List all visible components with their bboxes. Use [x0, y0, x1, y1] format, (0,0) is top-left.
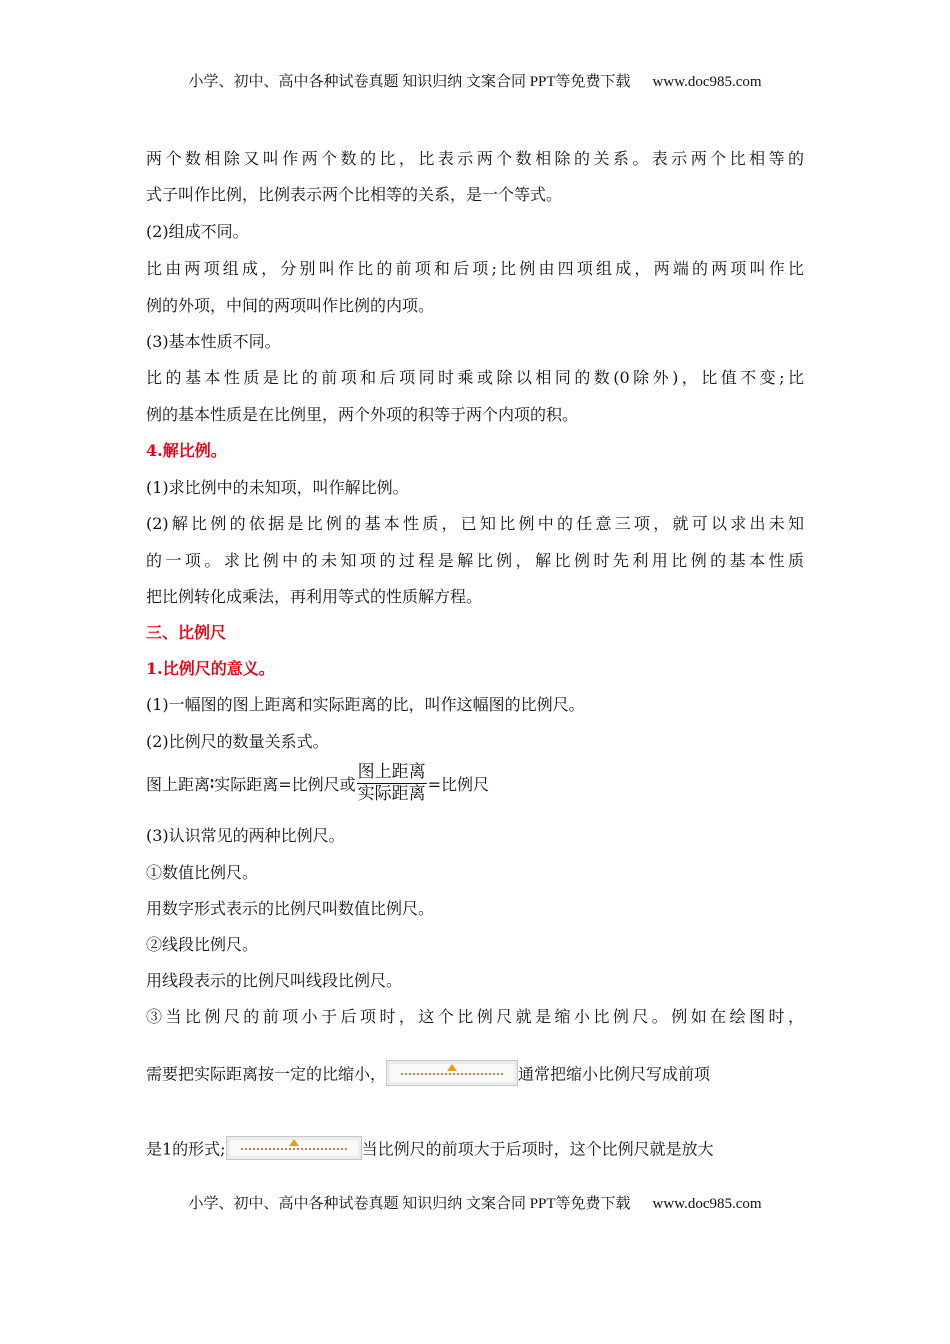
body-line: 的一项。求比例中的未知项的过程是解比例，解比例时先利用比例的基本性质	[146, 551, 804, 570]
scale-bar-image	[226, 1136, 362, 1160]
body-line: ①数值比例尺。	[146, 863, 259, 882]
body-line: ②线段比例尺。	[146, 935, 259, 954]
body-line: 用数字形式表示的比例尺叫数值比例尺。	[146, 899, 435, 918]
scale-bar-image	[386, 1060, 518, 1086]
body-line: 两个数相除又叫作两个数的比，比表示两个数相除的关系。表示两个比相等的	[146, 149, 804, 168]
formula-right: =比例尺	[427, 775, 490, 794]
body-line: 比由两项组成，分别叫作比的前项和后项;比例由四项组成，两端的两项叫作比	[146, 259, 804, 278]
body-line: ③当比例尺的前项小于后项时，这个比例尺就是缩小比例尺。例如在绘图时，	[146, 1007, 804, 1026]
body-line-with-image	[146, 1136, 714, 1160]
formula-colon: ∶	[210, 774, 215, 793]
body-line: (3)认识常见的两种比例尺。	[146, 826, 345, 845]
body-line-with-image	[146, 1060, 710, 1086]
section-heading: 1.比例尺的意义。	[146, 659, 275, 678]
page-header	[0, 70, 950, 91]
body-line: 把比例转化成乘法，再利用等式的性质解方程。	[146, 587, 483, 606]
header-url: www.doc985.com	[652, 74, 762, 90]
line-text: 通常把缩小比例尺写成前项	[518, 1064, 711, 1084]
footer-text: 小学、初中、高中各种试卷真题 知识归纳 文案合同 PPT等免费下载	[188, 1196, 631, 1212]
body-line: 用线段表示的比例尺叫线段比例尺。	[146, 971, 403, 990]
body-line: 比的基本性质是比的前项和后项同时乘或除以相同的数(0除外)，比值不变;比	[146, 368, 804, 387]
scale-marker-icon	[447, 1064, 457, 1071]
page-footer	[0, 1192, 950, 1213]
section-heading: 4.解比例。	[146, 441, 227, 460]
fraction-denominator: 实际距离	[357, 784, 426, 804]
body-line: (1)求比例中的未知项，叫作解比例。	[146, 478, 409, 497]
body-line: (2)比例尺的数量关系式。	[146, 732, 329, 751]
scale-line	[401, 1073, 503, 1075]
line-text: 是1的形式;	[146, 1139, 226, 1159]
body-line: 式子叫作比例，比例表示两个比相等的关系，是一个等式。	[146, 185, 563, 204]
header-text: 小学、初中、高中各种试卷真题 知识归纳 文案合同 PPT等免费下载	[188, 74, 631, 90]
chapter-heading: 三、比例尺	[146, 623, 227, 642]
body-line: (2)组成不同。	[146, 222, 249, 241]
body-line: (1)一幅图的图上距离和实际距离的比，叫作这幅图的比例尺。	[146, 695, 585, 714]
line-text: 需要把实际距离按一定的比缩小，	[146, 1064, 387, 1084]
formula-left: 图上距离	[146, 775, 211, 794]
footer-url: www.doc985.com	[652, 1196, 762, 1212]
scale-marker-icon	[289, 1139, 299, 1146]
body-line: (3)基本性质不同。	[146, 332, 281, 351]
formula-mid: 实际距离=比例尺或	[214, 775, 356, 794]
fraction-numerator: 图上距离	[357, 762, 426, 782]
body-line: (2)解比例的依据是比例的基本性质，已知比例中的任意三项，就可以求出未知	[146, 514, 804, 533]
scale-line	[241, 1148, 347, 1150]
formula-line	[146, 762, 489, 805]
fraction	[357, 762, 427, 805]
line-text: 当比例尺的前项大于后项时，这个比例尺就是放大	[361, 1139, 714, 1159]
body-line: 例的外项，中间的两项叫作比例的内项。	[146, 296, 435, 315]
body-line: 例的基本性质是在比例里，两个外项的积等于两个内项的积。	[146, 405, 579, 424]
